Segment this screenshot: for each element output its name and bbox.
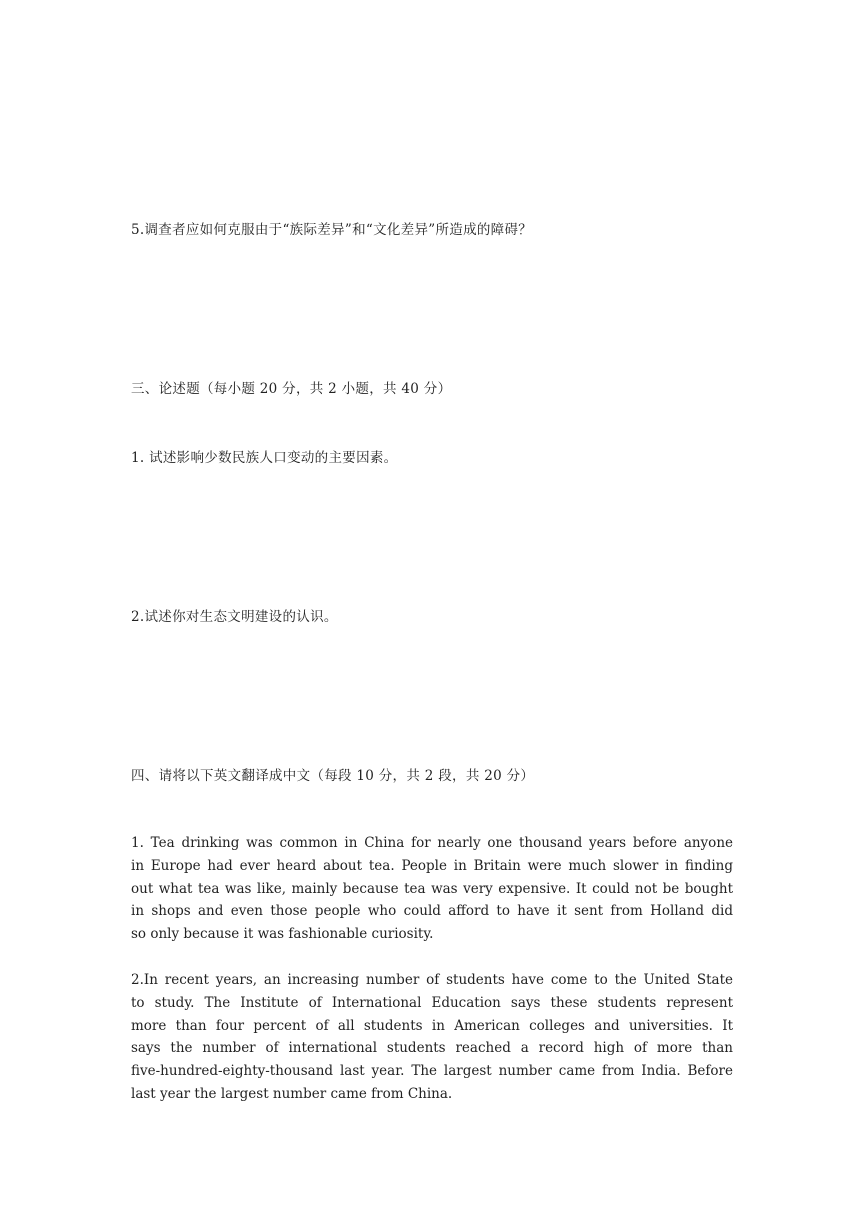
translation-passage-2 <box>131 969 733 1106</box>
passage-line: says the number of international students reached a record high of more than <box>131 1040 733 1057</box>
question-5: 5.调查者应如何克服由于“族际差异”和“文化差异”所造成的障碍？ <box>131 222 533 238</box>
passage-line: 2.In recent years, an increasing number of students have come to the United State <box>131 972 733 988</box>
essay-question-2: 2.试述你对生态文明建设的认识。 <box>131 609 338 625</box>
section-4-heading: 四、请将以下英文翻译成中文（每段 10 分，共 2 段，共 20 分） <box>131 768 535 784</box>
essay-question-1: 1. 试述影响少数民族人口变动的主要因素。 <box>131 450 398 466</box>
passage-line: out what tea was like, mainly because tea was very expensive. It could not be bought <box>131 880 733 897</box>
passage-line: more than four percent of all students in American colleges and universities. It <box>131 1017 733 1034</box>
passage-line: in shops and even those people who could afford to have it sent from Holland did <box>131 903 733 920</box>
passage-line: in Europe had ever heard about tea. People in Britain were much slower in finding <box>131 857 733 874</box>
passage-line: to study. The Institute of International Education says these students represent <box>131 994 733 1011</box>
translation-passage-1 <box>131 832 733 946</box>
passage-line: so only because it was fashionable curiosity. <box>131 926 434 943</box>
passage-line: 1. Tea drinking was common in China for nearly one thousand years before anyone <box>131 835 733 851</box>
passage-line: last year the largest number came from China. <box>131 1085 453 1102</box>
passage-line: five-hundred-eighty-thousand last year. The largest number came from India. Before <box>131 1063 733 1080</box>
section-3-heading: 三、论述题（每小题 20 分，共 2 小题，共 40 分） <box>131 381 452 397</box>
